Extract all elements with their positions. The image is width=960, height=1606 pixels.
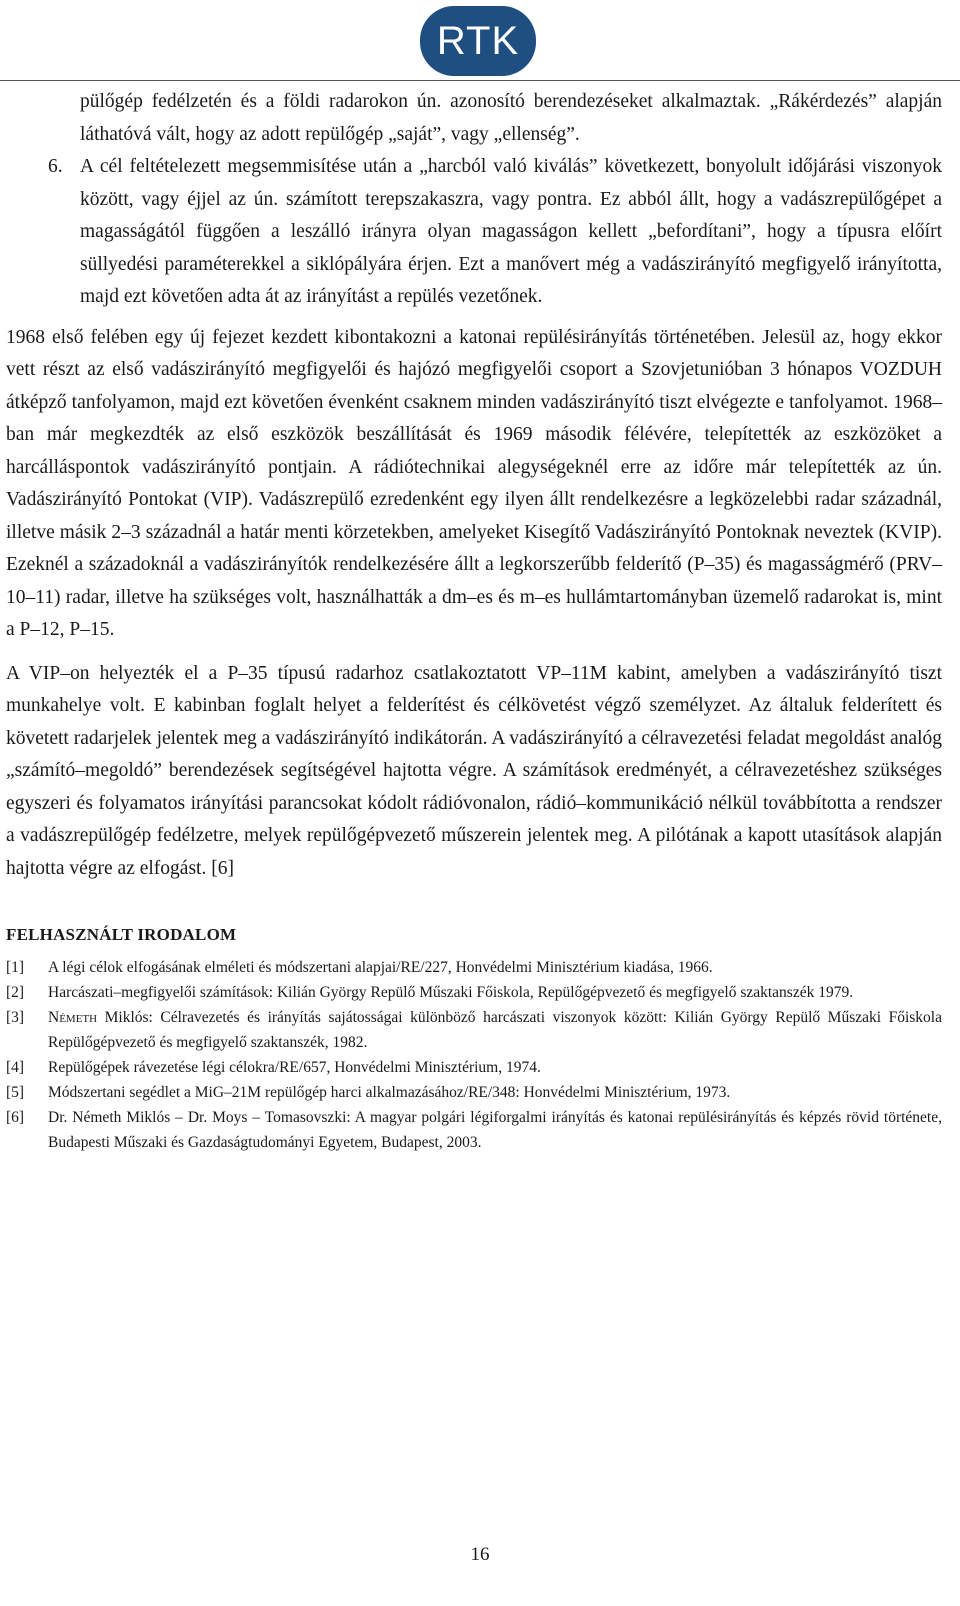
header-divider [0,80,960,81]
reference-item [6,955,942,980]
reference-item [6,1080,942,1105]
reference-text: Repülőgépek rávezetése légi célokra/RE/657, Honvédelmi Minisztérium, 1974. [48,1059,541,1076]
reference-item [6,1055,942,1080]
reference-number: [1] [6,959,25,976]
reference-number: [4] [6,1059,25,1076]
list-item-number: 6. [48,156,63,177]
reference-author: Németh [48,1009,98,1026]
reference-item [6,1105,942,1155]
reference-number: [3] [6,1009,25,1026]
rtk-logo [420,6,536,76]
logo-text: RTK [436,18,520,63]
body-paragraph-2: A VIP–on helyezték el a P–35 típusú radarhoz csatlakoztatott VP–11M kabint, amelyben a vadászirányító tiszt munkahelye volt. E kabinban foglalt helyet a felderítést és célkövetést végző személyzet. Az általuk felderített és követett radarjelek jelentek meg a vadászirányító indikátorán. A vadászirányító a célravezetési feladat megoldást analóg „számító–megoldó” berendezések segítségével hajtotta végre. A számítások eredményét, a célravezetéshez szükséges egyszeri és folyamatos irányítási parancsokat kódolt rádióvonalon, rádió–kommunikáció nélkül továbbította a rendszer a vadászrepülőgép fedélzetre, melyek repülőgépvezető műszerein jelentek meg. A pilótának a kapott utasítások alapján hajtotta végre az elfogást. [6] [6,662,942,879]
list-item-6 [6,151,942,314]
list-item-text: A cél feltételezett megsemmisítése után a „harcból való kiválás” következett, bonyolult időjárási viszonyok között, vagy éjjel az ún. számított terepszakaszra, vagy pontra. Ez abból állt, hogy a vadászrepülőgépet a magasságától függően a leszálló irányra olyan magasságon kellett „befordítani”, hogy a típusra előírt süllyedési paraméterekkel a siklópályára érjen. Ezt a manővert még a vadászirányító megfigyelő irányította, majd ezt követően adta át az irányítást a repülés vezetőnek. [80,156,942,307]
reference-number: [5] [6,1084,25,1101]
body-paragraph-1: 1968 első felében egy új fejezet kezdett kibontakozni a katonai repülésirányítás történetében. Jelesül az, hogy ekkor vett részt az első vadászirányító megfigyelői és hajózó megfigyelői csoport a Szovjetunióban 3 hónapos VOZDUH átképző tanfolyamon, majd ezt követően évenként csaknem minden vadászirányító tiszt elvégezte e tanfolyamot. 1968–ban már megkezdték az első eszközök beszállítását és 1969 második félévére, telepítették az eszközöket a harcálláspontok vadászirányító pontjain. A rádiótechnikai alegységeknél erre az időre már telepítették az ún. Vadászirányító Pontokat (VIP). Vadászrepülő ezredenként egy ilyen állt rendelkezésre a legközelebbi radar századnál, illetve másik 2–3 századnál a határ menti körzetekben, amelyeket Kisegítő Vadászirányító Pontoknak neveztek (KVIP). Ezeknél a századoknál a vadászirányítók rendelkezésére állt a legkorszerűbb felderítő (P–35) és magasságmérő (PRV–10–11) radar, illetve ha szükséges volt, használhatták a dm–es és m–es hullámtartományban üzemelő radarokat is, mint a P–12, P–15. [6,326,942,640]
reference-text: Miklós: Célravezetés és irányítás sajátosságai különböző harcászati viszonyok között: Kilián György Repülő Műszaki Főiskola Repülőgépvezető és megfigyelő szaktanszék, 1982. [48,1009,942,1051]
reference-item [6,980,942,1005]
reference-item [6,1005,942,1055]
page-number: 16 [470,1544,490,1565]
literature-heading: FELHASZNÁLT IRODALOM [6,925,237,944]
page-body [6,86,942,1155]
reference-text: Harcászati–megfigyelői számítások: Kilián György Repülő Műszaki Főiskola, Repülőgépvezető és megfigyelő szaktanszék 1979. [48,984,854,1001]
reference-number: [6] [6,1109,25,1126]
reference-list [6,955,942,1155]
reference-text: A légi célok elfogásának elméleti és módszertani alapjai/RE/227, Honvédelmi Minisztérium kiadása, 1966. [48,959,713,976]
reference-text: Módszertani segédlet a MiG–21M repülőgép harci alkalmazásához/RE/348: Honvédelmi Minisztérium, 1973. [48,1084,731,1101]
reference-number: [2] [6,984,25,1001]
reference-text: Dr. Németh Miklós – Dr. Moys – Tomasovszki: A magyar polgári légiforgalmi irányítás és katonai repülésirányítás és képzés rövid története, Budapesti Műszaki és Gazdaságtudományi Egyetem, Budapest, 2003. [48,1109,942,1151]
list-continuation: pülőgép fedélzetén és a földi radarokon ún. azonosító berendezéseket alkalmaztak. „Rákérdezés” alapján láthatóvá vált, hogy az adott repülőgép „saját”, vagy „ellenség”. [80,91,942,145]
page-header [0,0,960,84]
